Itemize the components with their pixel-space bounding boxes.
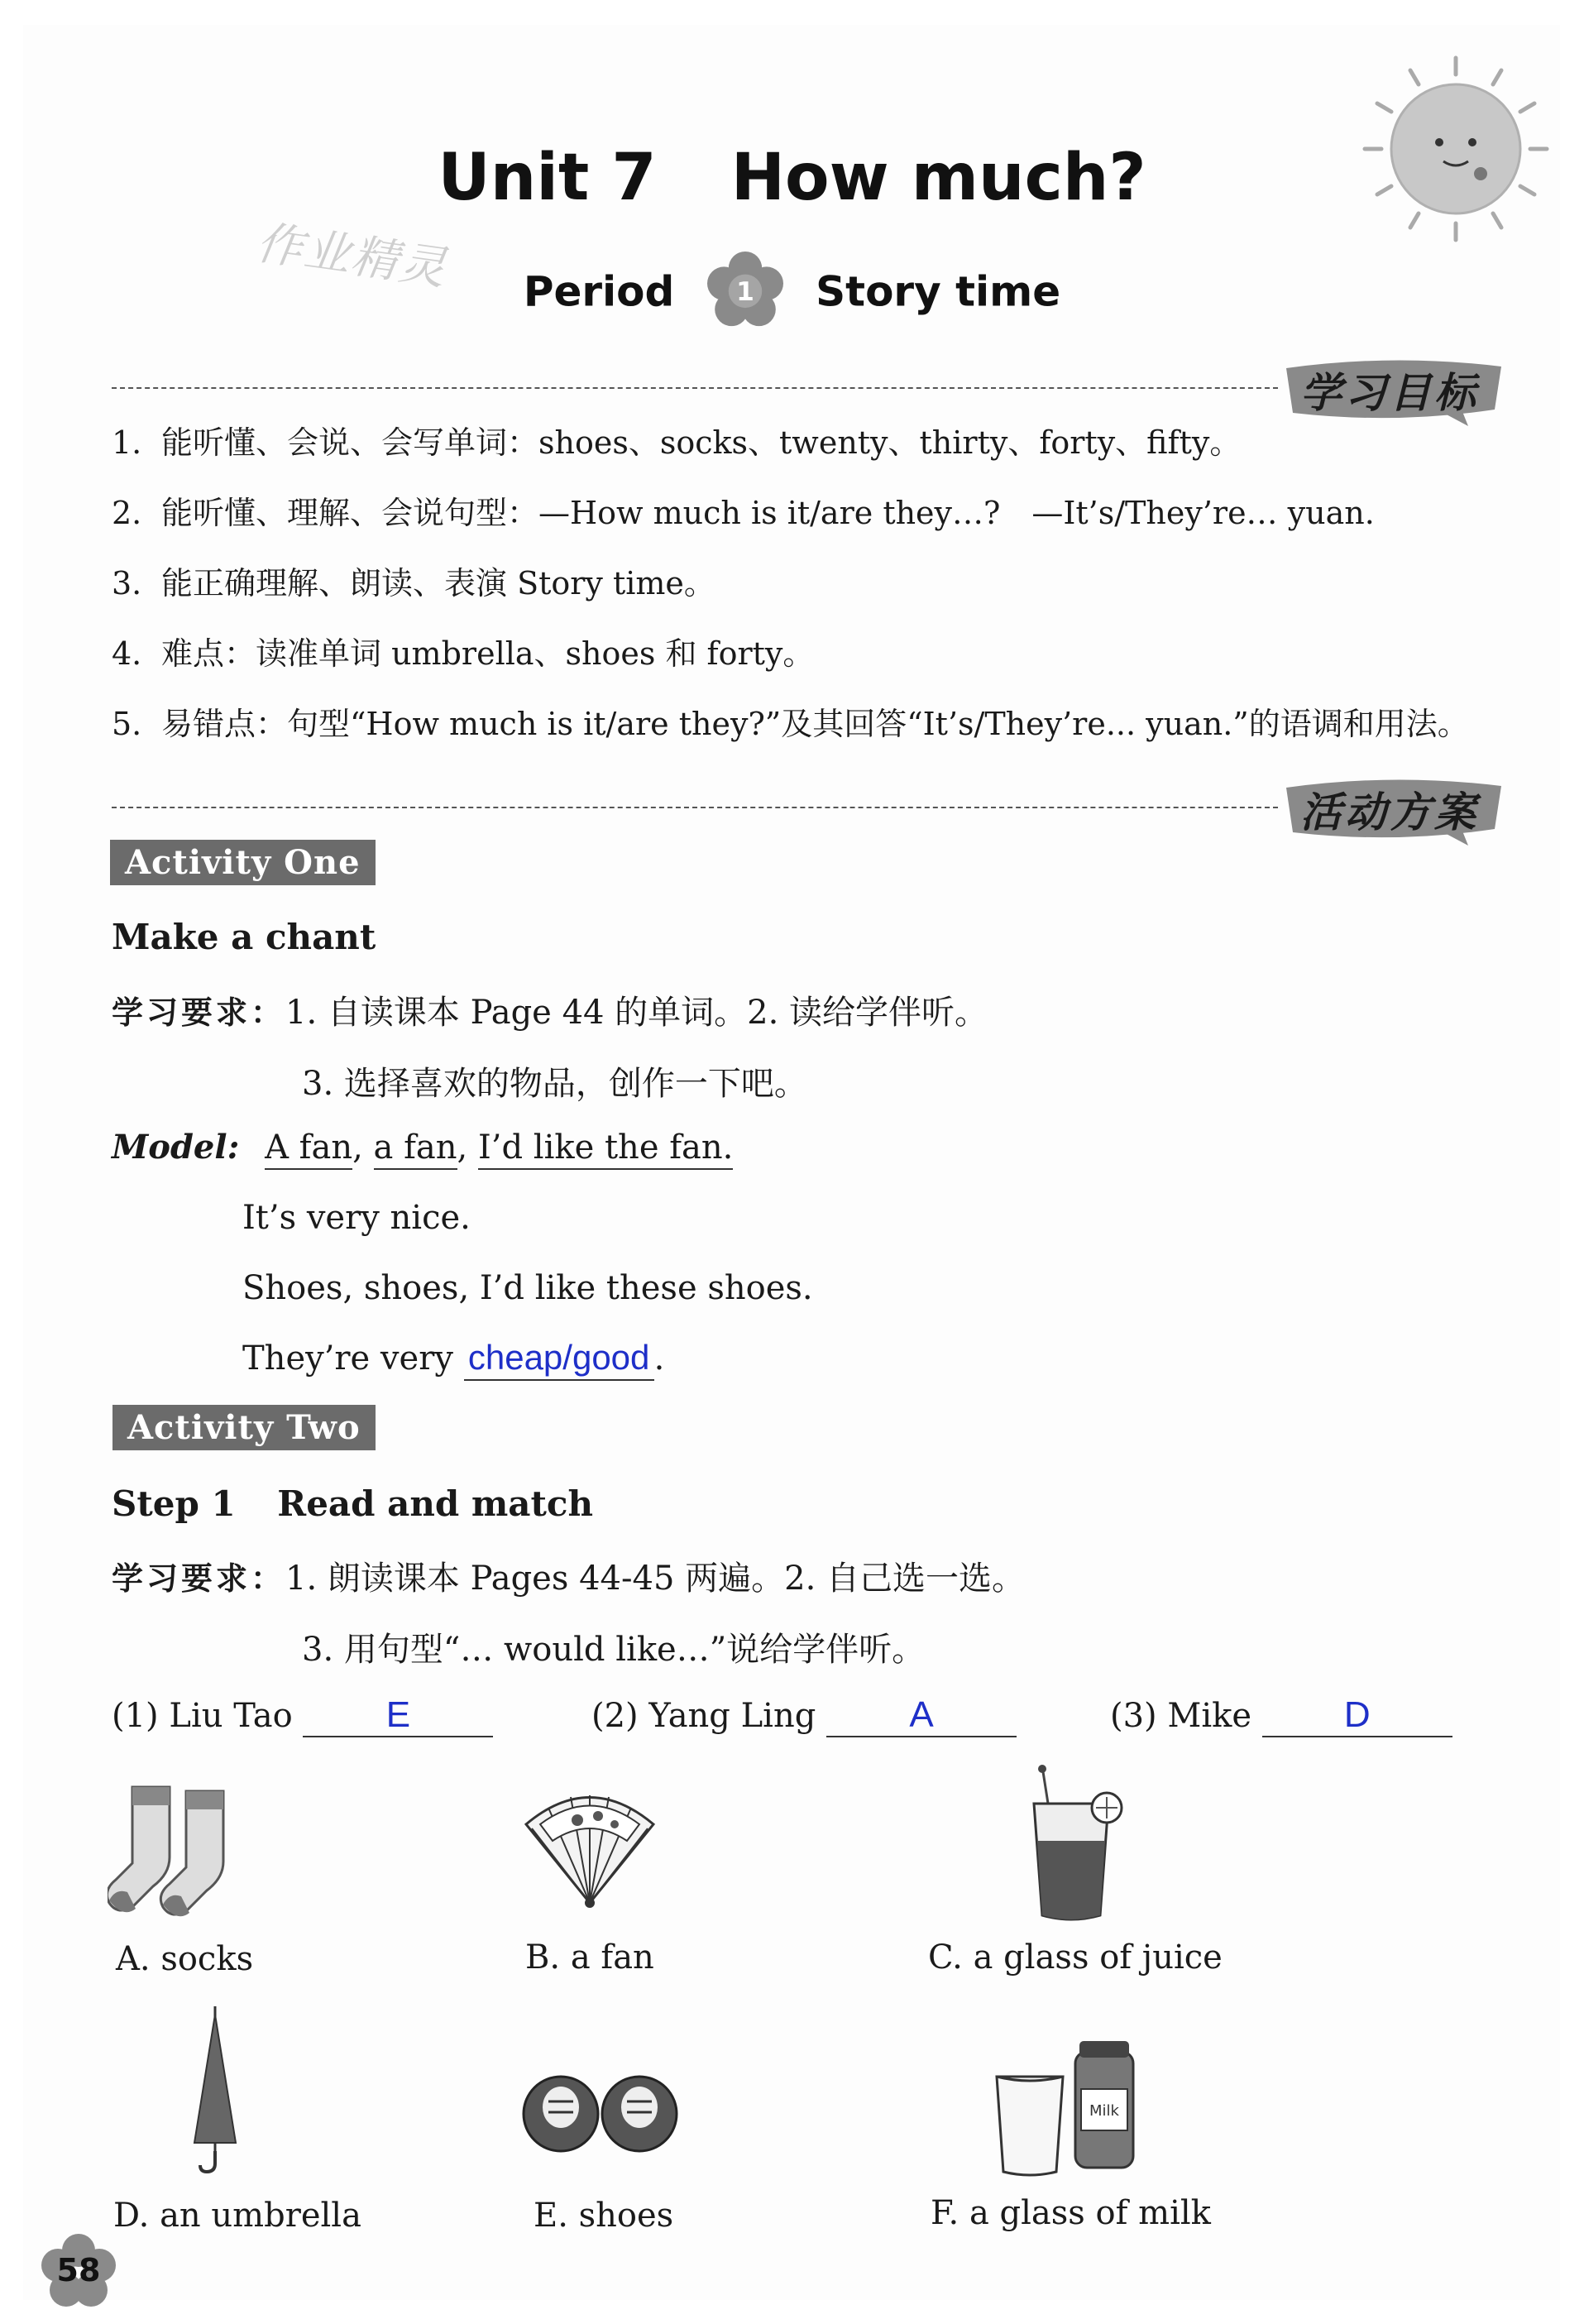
activity-two-label: Activity Two [112, 1405, 376, 1450]
requirement-text: 1. 朗读课本 Pages 44-45 两遍。2. 自己选一选。 [285, 1560, 1025, 1598]
step-heading [112, 1483, 593, 1524]
objective-item [112, 707, 1469, 740]
match-question [112, 1694, 493, 1737]
watermark-text: 作业精灵 [252, 216, 451, 296]
juice-glass-icon [1026, 1762, 1125, 1928]
step-number: Step 1 [112, 1483, 236, 1524]
page-number [41, 2234, 116, 2308]
filled-answer[interactable]: cheap/good [464, 1338, 654, 1381]
model-line-3: Shoes, shoes, I’d like these shoes. [242, 1269, 813, 1307]
model-phrase: I’d like the fan. [478, 1128, 733, 1170]
period-heading [0, 256, 1584, 333]
model-line-2: It’s very nice. [242, 1199, 471, 1237]
plan-tag [1278, 771, 1510, 846]
option-caption: E. shoes [534, 2197, 674, 2235]
question-number: (3) [1110, 1697, 1157, 1735]
match-question [1110, 1694, 1452, 1737]
objective-number: 4. [112, 635, 142, 672]
model-line-1: Model: A fan, a fan, I’d like the fan. [112, 1128, 733, 1167]
activity-one-heading: Make a chant [112, 917, 376, 957]
objective-number: 3. [112, 565, 142, 601]
question-name: Yang Ling [648, 1697, 816, 1735]
umbrella-icon [182, 2002, 256, 2176]
objective-number: 1. [112, 424, 142, 461]
objectives-tag-label: 学习目标 [1300, 369, 1479, 417]
question-name: Mike [1167, 1697, 1252, 1735]
objective-text: 易错点：句型“How much is it/are they?”及其回答“It’s/They’re... yuan.”的语调和用法。 [161, 706, 1469, 742]
requirement-text: 3. 用句型“… would like…”说给学伴听。 [302, 1631, 926, 1669]
objective-text: 能听懂、会说、会写单词：shoes、socks、twenty、thirty、forty、fifty。 [161, 424, 1242, 461]
objective-number: 2. [112, 495, 142, 531]
question-name: Liu Tao [169, 1697, 293, 1735]
shoes-icon [519, 2064, 685, 2159]
model-phrase: They’re very [242, 1339, 453, 1378]
question-number: (2) [591, 1697, 639, 1735]
plan-tag-label: 活动方案 [1300, 788, 1479, 836]
divider-line [112, 387, 1278, 389]
unit-number: Unit 7 [438, 141, 657, 215]
objective-item [112, 426, 1241, 459]
model-label: Model: [112, 1128, 240, 1167]
model-phrase: a fan [374, 1128, 457, 1170]
period-title: Story time [816, 267, 1061, 316]
option-caption: F. a glass of milk [931, 2194, 1211, 2232]
objectives-tag [1278, 352, 1510, 426]
requirement-text: 3. 选择喜欢的物品，创作一下吧。 [302, 1065, 807, 1103]
objective-number: 5. [112, 706, 142, 742]
divider-line [112, 807, 1278, 808]
requirements-label: 学习要求： [112, 1560, 286, 1597]
model-phrase: A fan [265, 1128, 352, 1170]
flower-icon [707, 252, 783, 328]
model-phrase: . [653, 1339, 665, 1378]
option-caption: A. socks [116, 1940, 254, 1978]
objective-item [112, 496, 1375, 529]
option-caption: D. an umbrella [113, 2197, 361, 2235]
page-title [0, 141, 1584, 215]
objective-item [112, 567, 715, 600]
step-title: Read and match [277, 1483, 594, 1524]
page-number-text: 58 [56, 2252, 101, 2288]
objective-text: 能听懂、理解、会说句型：—How much is it/are they…? —It’s/They’re… yuan. [161, 495, 1375, 531]
answer-blank[interactable]: E [303, 1694, 493, 1737]
answer-blank[interactable]: D [1262, 1694, 1452, 1737]
fan-icon [519, 1779, 660, 1919]
socks-icon [108, 1771, 248, 1928]
objective-text: 难点：读准单词 umbrella、shoes 和 forty。 [161, 635, 815, 672]
unit-title: How much? [730, 141, 1146, 215]
option-caption: B. a fan [525, 1938, 654, 1977]
requirements-label: 学习要求： [112, 994, 286, 1031]
objective-item [112, 637, 814, 670]
activity-one-requirements [112, 986, 988, 1033]
activity-two-requirements [112, 1552, 1025, 1599]
milk-jar-label: Milk [1089, 2102, 1119, 2120]
question-number: (1) [112, 1697, 159, 1735]
milk-icon [988, 2039, 1146, 2180]
option-caption: C. a glass of juice [928, 1938, 1223, 1977]
period-label: Period [523, 267, 675, 316]
answer-blank[interactable]: A [826, 1694, 1017, 1737]
match-question [591, 1694, 1017, 1737]
objective-text: 能正确理解、朗读、表演 Story time。 [161, 565, 715, 601]
requirement-text: 1. 自读课本 Page 44 的单词。2. 读给学伴听。 [285, 994, 988, 1032]
model-line-4 [242, 1338, 664, 1381]
activity-one-label: Activity One [110, 840, 376, 885]
period-number: 1 [735, 276, 754, 307]
